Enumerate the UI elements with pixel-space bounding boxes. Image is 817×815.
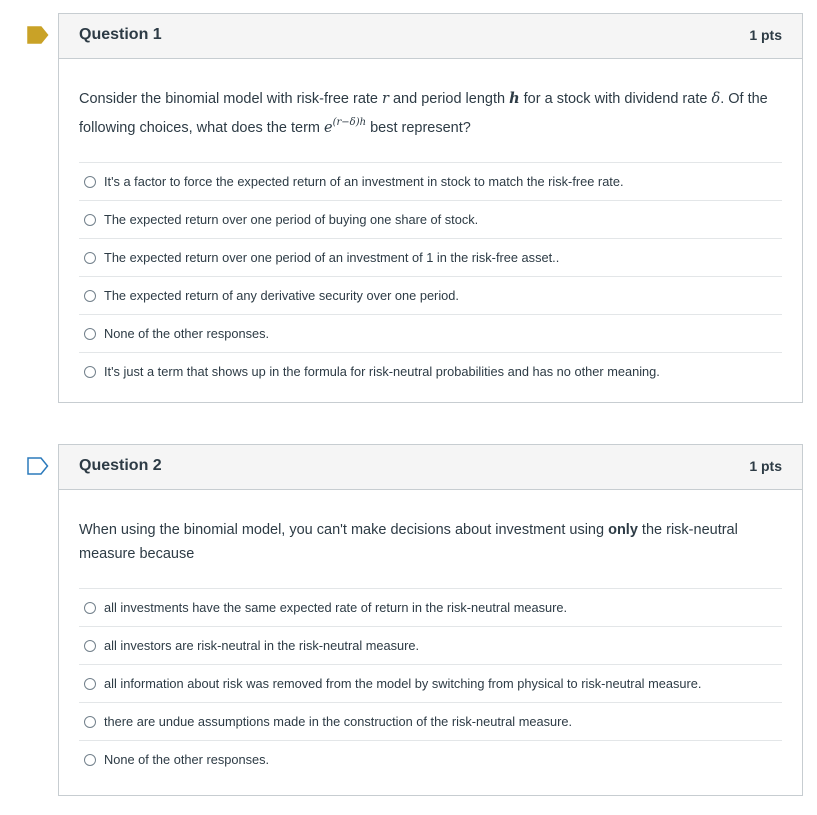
question-points: 1 pts [749, 458, 782, 474]
question-header [59, 14, 802, 59]
radio-button[interactable] [84, 290, 96, 302]
answer-label: It's just a term that shows up in the formula for risk-neutral probabilities and has no other meaning. [104, 364, 660, 379]
answer-option[interactable] [79, 665, 782, 703]
answer-label: all investors are risk-neutral in the risk-neutral measure. [104, 638, 420, 653]
question-body [59, 59, 802, 390]
radio-button[interactable] [84, 640, 96, 652]
answer-option[interactable] [79, 239, 782, 277]
answer-label: all information about risk was removed from the model by switching from physical to risk-neutral measure. [104, 676, 702, 691]
question-points: 1 pts [749, 27, 782, 43]
radio-button[interactable] [84, 716, 96, 728]
answer-label: It's a factor to force the expected return of an investment in stock to match the risk-free rate. [104, 174, 624, 189]
answer-option[interactable] [79, 627, 782, 665]
answer-option[interactable] [79, 277, 782, 315]
radio-button[interactable] [84, 328, 96, 340]
question-text: When using the binomial model, you can't make decisions about investment using only the risk-neutral measure because [79, 522, 738, 562]
answer-label: The expected return over one period of buying one share of stock. [104, 212, 479, 227]
question-card-2 [58, 444, 803, 796]
radio-button[interactable] [84, 176, 96, 188]
question-header [59, 445, 802, 490]
answer-label: The expected return of any derivative security over one period. [104, 288, 459, 303]
flag-question-2-icon[interactable] [27, 457, 49, 475]
answer-option[interactable] [79, 201, 782, 239]
question-text: Consider the binomial model with risk-free rate r and period length h for a stock with dividend rate δ. Of the following choices, what does the term $e^{(r-\delta)h}$ best represent? [79, 90, 768, 136]
answer-list [79, 588, 782, 778]
question-body [59, 490, 802, 778]
question-title: Question 2 [79, 457, 162, 474]
radio-button[interactable] [84, 754, 96, 766]
answer-label: there are undue assumptions made in the construction of the risk-neutral measure. [104, 714, 573, 729]
math-expression: $e^{(r-\delta)h}$ [324, 117, 367, 136]
answer-option[interactable] [79, 163, 782, 201]
answer-label: The expected return over one period of an investment of 1 in the risk-free asset.. [104, 250, 560, 265]
answer-option[interactable] [79, 353, 782, 390]
answer-label: None of the other responses. [104, 752, 270, 767]
answer-label: all investments have the same expected rate of return in the risk-neutral measure. [104, 600, 568, 615]
question-title: Question 1 [79, 26, 162, 43]
radio-button[interactable] [84, 252, 96, 264]
answer-option[interactable] [79, 741, 782, 778]
answer-option[interactable] [79, 315, 782, 353]
answer-list [79, 162, 782, 390]
answer-label: None of the other responses. [104, 326, 270, 341]
radio-button[interactable] [84, 366, 96, 378]
question-card-1 [58, 13, 803, 403]
flag-question-1-icon[interactable] [27, 26, 49, 44]
radio-button[interactable] [84, 678, 96, 690]
answer-option[interactable] [79, 589, 782, 627]
radio-button[interactable] [84, 214, 96, 226]
answer-option[interactable] [79, 703, 782, 741]
radio-button[interactable] [84, 602, 96, 614]
